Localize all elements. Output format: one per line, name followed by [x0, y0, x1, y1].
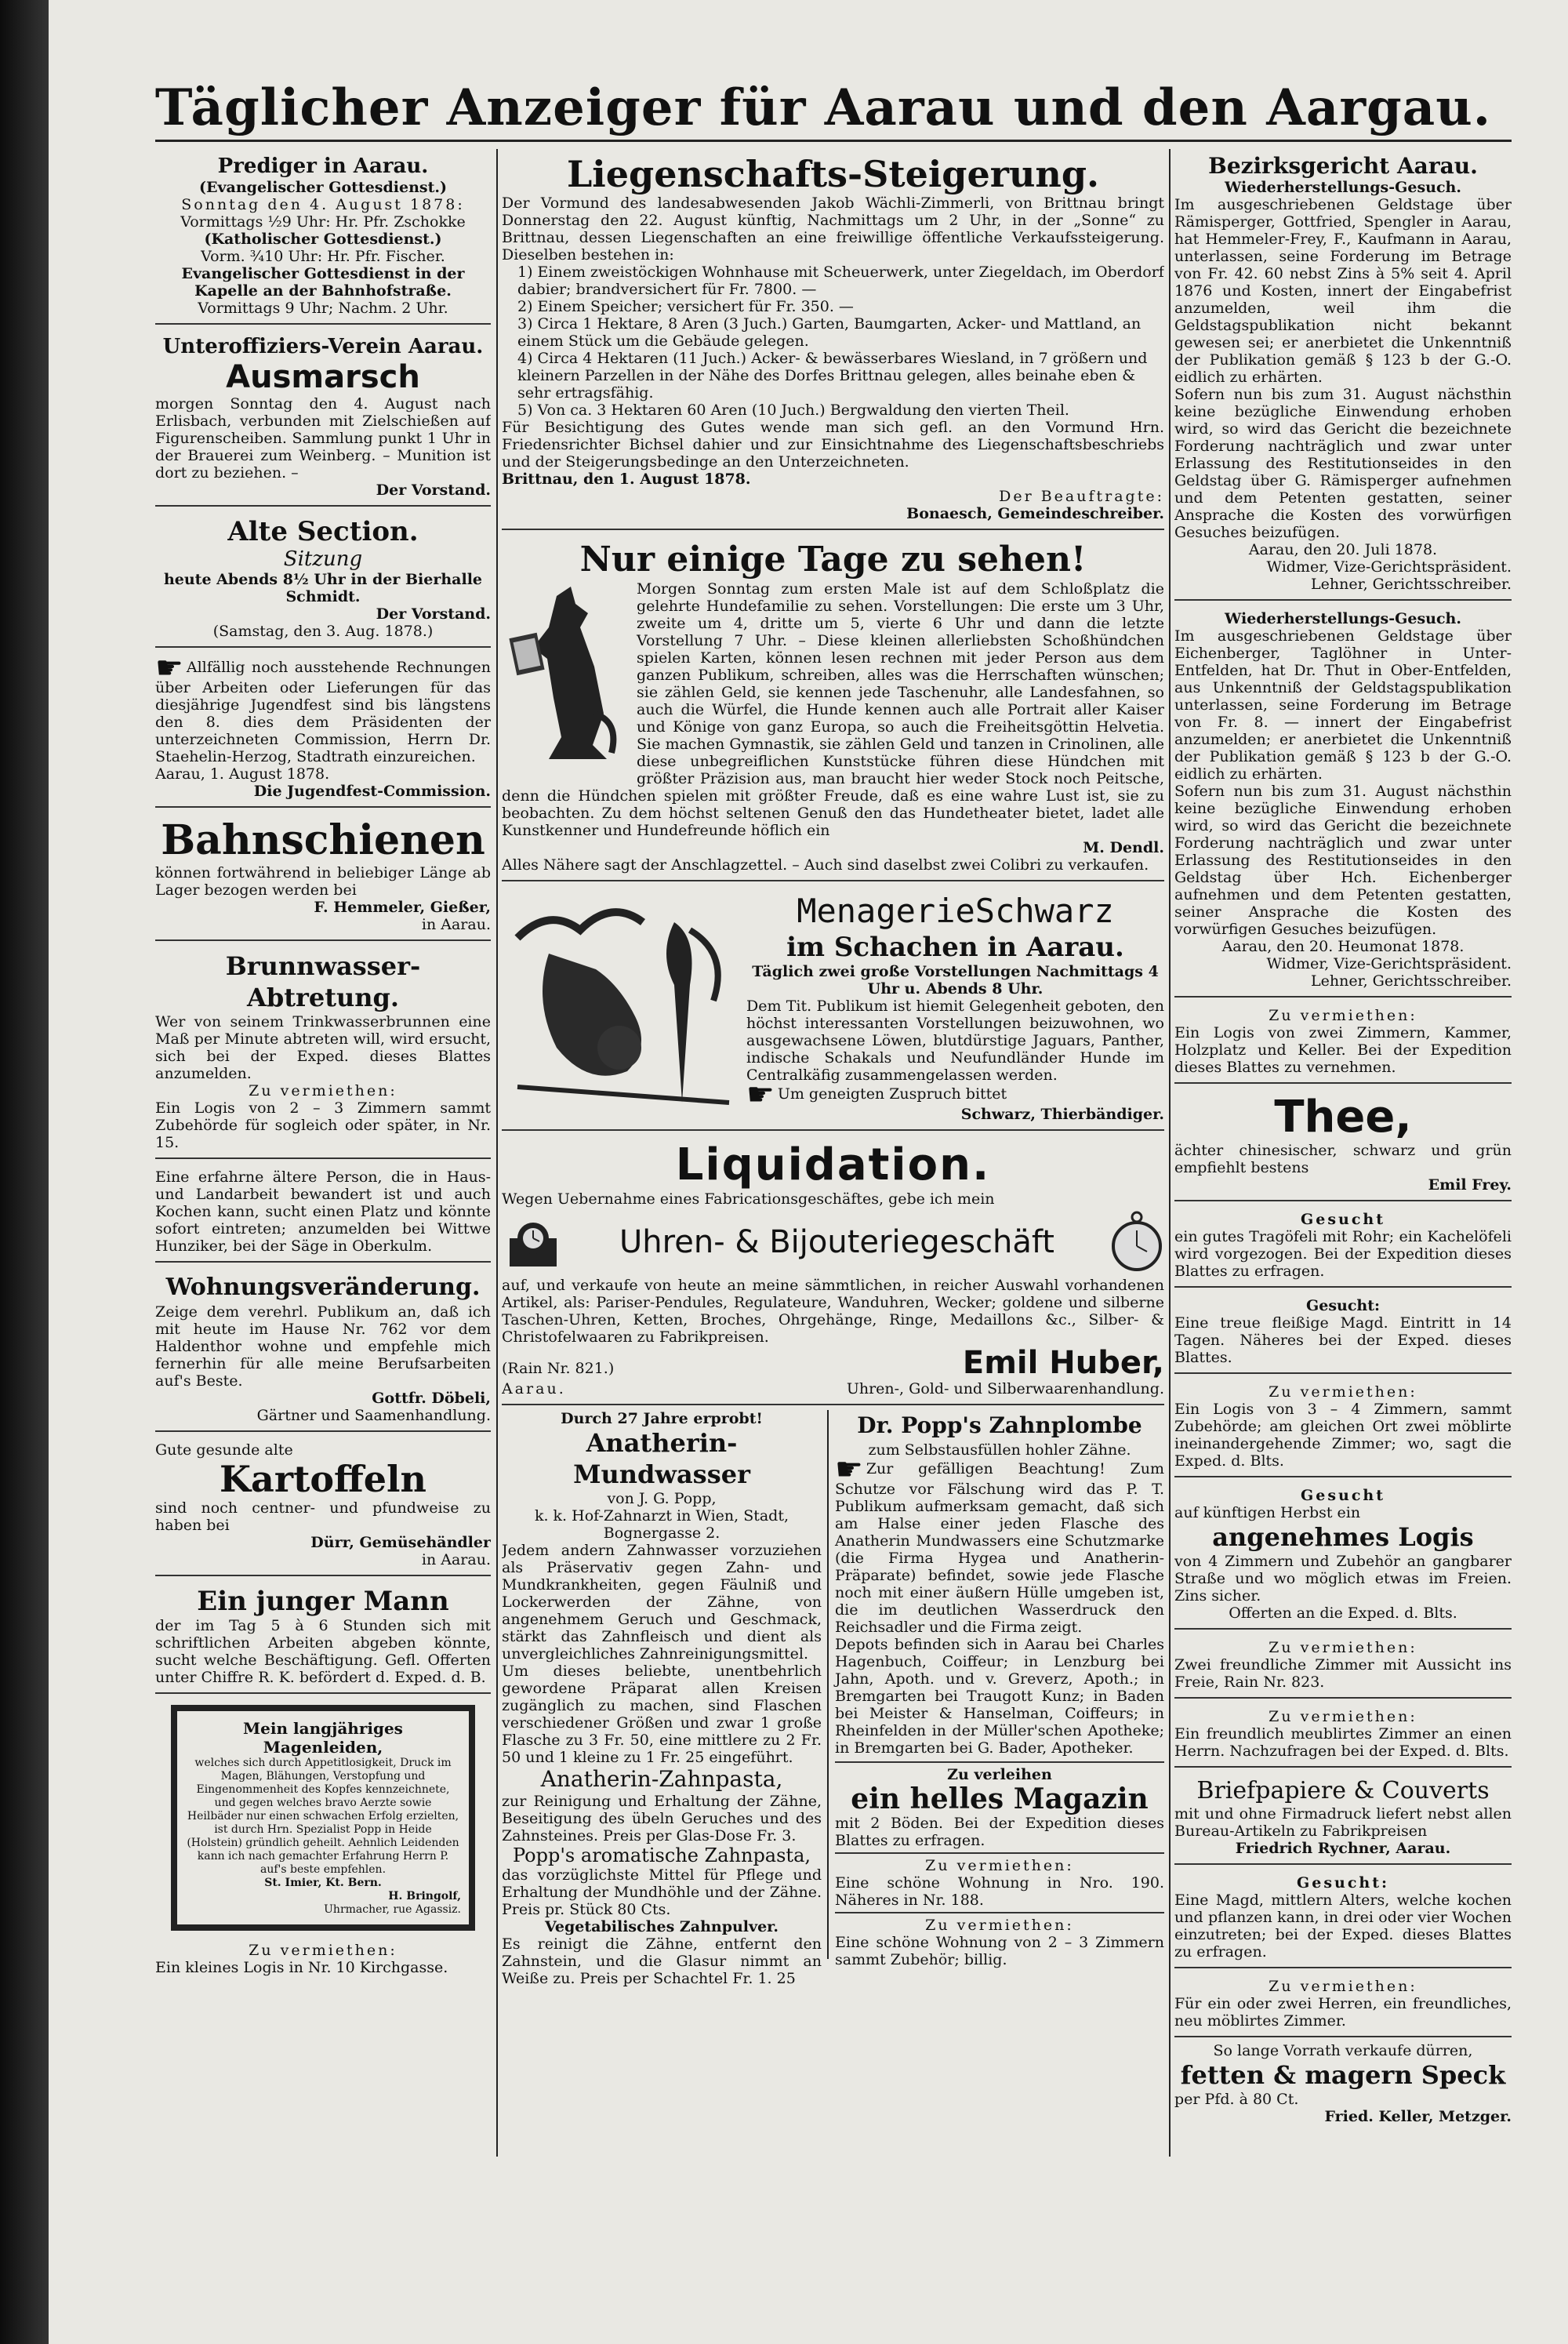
ad-signature: H. Bringolf, — [388, 1890, 461, 1902]
ad-signature: Bonaesch, Gemeindeschreiber. — [906, 505, 1164, 522]
column-rule — [1169, 149, 1171, 2157]
ad-signature: Emil Frey. — [1428, 1176, 1512, 1194]
ad-date: Aarau, 1. August 1878. — [155, 765, 330, 783]
ad-signature: Fried. Keller, Metzger. — [1324, 2108, 1512, 2125]
list-item: 5) Von ca. 3 Hektaren 60 Aren (10 Juch.) Bergwaldung den vierten Theil. — [517, 402, 1069, 419]
column-rule — [496, 149, 498, 2157]
ad-text: Eine schöne Wohnung von 2 – 3 Zimmern sammt Zubehör; billig. — [835, 1934, 1164, 1968]
ad-headline: Sitzung — [283, 547, 363, 571]
ad-signature: Widmer, Vize-Gerichtspräsident. — [1266, 955, 1512, 972]
ad-text: Im ausgeschriebenen Geldstage über Rämisperger, Gottfried, Spengler in Aarau, hat Hemmeler-Frey, F., Kaufmann in Aarau, unterlassen, seine Forderung im Betrage von Fr. 42. 60 nebst Zins à 5% seit 4. April 1876 und Kosten, innert der Eingabefrist anzumelden, weil ihm die Geldstagspublikation nicht bekannt gewesen sei; er anerbietet die Unkenntniß der Publikation gemäß § 123 b der G.-O. eidlich zu erhärten. — [1174, 196, 1512, 386]
ad-text: Der Vormund des landesabwesenden Jakob Wächli-Zimmerli, von Brittnau bringt Donnerstag den 22. August künftig, Nachmittags um 2 Uhr, in der „Sonne“ zu Brittnau, dessen Liegenschaften an eine freiwillige öffentliche Verkaufssteigerung. Dieselben bestehen in: — [502, 194, 1164, 263]
pointing-hand-icon: ☛ — [155, 650, 183, 686]
ad-title: Wohnungsveränderung. — [165, 1274, 481, 1301]
ad-vermiethen-823 — [1174, 1634, 1512, 1699]
pointing-hand-icon: ☛ — [746, 1077, 775, 1113]
ad-text: Ein kleines Logis in Nr. 10 Kirchgasse. — [155, 1959, 448, 1976]
ad-gesucht-kochen — [1174, 1870, 1512, 1968]
ad-title: Dr. Popp's Zahnplombe — [857, 1412, 1142, 1438]
ad-text: das vorzüglichste Mittel für Pflege und Erhaltung der Mundhöhle und der Zähne. Preis pr. Stück 80 Cts. — [502, 1866, 822, 1918]
ad-vermiethen-herren — [1174, 1973, 1512, 2037]
ad-title: Gesucht: — [1306, 1297, 1380, 1314]
ad-text: Eine schöne Wohnung in Nro. 190. Näheres in Nr. 188. — [835, 1874, 1164, 1909]
ad-headline: Uhren- & Bijouteriegeschäft — [619, 1224, 1054, 1260]
ad-vermiethen-billig — [835, 1912, 1164, 1968]
ad-headline: Anatherin-Zahnpasta, — [540, 1766, 783, 1792]
ad-title: Ein junger Mann — [197, 1586, 449, 1617]
ad-unteroffiziere — [155, 329, 491, 507]
ad-title: Zu vermiethen: — [1269, 1007, 1417, 1024]
ad-title: Zu vermiethen: — [925, 1917, 1074, 1934]
ad-title: Anatherin-Mundwasser — [573, 1428, 750, 1489]
ad-signature: Schwarz, Thierbändiger. — [960, 1106, 1164, 1123]
ad-vermiethen-kirchgasse — [155, 1942, 491, 1976]
ad-subtitle: im Schachen in Aarau. — [786, 932, 1124, 963]
ad-briefpapiere — [1174, 1772, 1512, 1865]
ad-anatherin — [502, 1410, 822, 1987]
ad-title: Zu vermiethen: — [1269, 1708, 1417, 1725]
ad-date: Aarau, den 20. Heumonat 1878. — [1221, 938, 1465, 955]
ad-date: (Samstag, den 3. Aug. 1878.) — [212, 623, 434, 640]
ad-vermiethen-meublirt — [1174, 1703, 1512, 1768]
ad-kartoffeln — [155, 1437, 491, 1576]
ad-text: Im ausgeschriebenen Geldstage über Eichenberger, Taglöhner in Unter-Entfelden, hat Dr. Thut in Ober-Entfelden, aus Unkenntniß der Geldstagspublikation unterlassen, seine Forderung im Betrage von Fr. 8. — innert der Eingabefrist anzumelden; er anerbietet die Unkenntniß der Publikation gemäß § 123 b der G.-O. eidlich zu erhärten. — [1174, 627, 1512, 783]
ad-text: Offerten an die Exped. d. Blts. — [1229, 1604, 1457, 1622]
ad-place: in Aarau. — [421, 1551, 491, 1568]
ad-title: Gesucht — [1301, 1487, 1385, 1504]
pocket-watch-icon — [1109, 1211, 1164, 1274]
ad-title: Alte Section. — [227, 516, 419, 547]
ad-list — [502, 263, 1164, 419]
ad-signature: F. Hemmeler, Gießer, — [314, 899, 491, 916]
ad-signature: Widmer, Vize-Gerichtspräsident. — [1266, 558, 1512, 576]
ad-text: Zeige dem verehrl. Publikum an, daß ich mit heute im Hause Nr. 762 vor dem Haldenthor wohne und empfehle mich fernerhin für alle meine Berufsarbeiten auf's Beste. — [155, 1303, 491, 1390]
ad-wohnung — [155, 1267, 491, 1432]
ad-text: Uhren-, Gold- und Silberwaarenhandlung. — [846, 1380, 1164, 1397]
ad-text: Ein freundlich meublirtes Zimmer an einen Herrn. Nachzufragen bei der Exped. d. Blts. — [1174, 1725, 1512, 1760]
ad-text: welches sich durch Appetitlosigkeit, Druck im Magen, Blähungen, Verstopfung und Eingenommenheit des Kopfes kennzeichnete, und gegen welches bravo Aerzte sowie Heilbäder nur einen schwachen Erfolg erzielten, ist durch Hrn. Spezialist Popp in Heide (Holstein) gründlich geheilt. Aehnlich Leidenden kann ich nach gemachter Erfahrung Herrn P. auf's beste empfehlen. — [187, 1757, 459, 1876]
ad-speck — [1174, 2042, 1512, 2125]
ad-bahnschienen — [155, 812, 491, 941]
dog-illustration-icon — [502, 580, 627, 769]
ad-title: Zu vermiethen: — [249, 1942, 397, 1959]
ad-text: Eine erfahrne ältere Person, die in Haus- und Landarbeit bewandert ist und auch Kochen kann, sucht einen Platz und könnte sofort eintreten; anzumelden bei Wittwe Hunziker, bei der Säge in Oberkulm. — [155, 1168, 491, 1255]
ad-text: Morgen Sonntag zum ersten Male ist auf dem Schloßplatz die gelehrte Hundefamilie zu sehen. Vorstellungen: Die erste um 3 Uhr, zweite um 4, dritte um 5, vierte 6 Uhr und dann die letzte Vorstellung 7 Uhr. – Diese kleinen allerliebsten Schoßhündchen spielen Karten, können lesen rechnen mit jeder Person aus dem ganzen Publikum, schreiben, alles was die Herrschaften wünschen; sie zählen Geld, sie kennen jede Taschenuhr, alle Landesfahnen, so auch die Würfel, die Hunde kennen auch alle Portrait aller Kaiser und Könige von ganz Europa, so auch die Freiheitsgöttin Helvetia. Sie machen Gymnastik, sie zählen Geld und tanzen in Crinolinen, alle diese unbegreiflichen Kunststücke führen diese Hündchen mit größter Präzision aus, man braucht hier weder Stock noch Peitsche, denn die Hündchen spielen mit größter Freude, daß es eine wahre Lust ist, sie zu beobachten. Zu dem höchst seltenen Genuß den das Hundetheater bietet, ladet alle Kunstkenner und Hundefreunde höflich ein — [502, 580, 1164, 839]
ad-text: Für Besichtigung des Gutes wende man sich gefl. an den Vormund Hrn. Friedensrichter Bichsel dahier und zur Einsichtnahme des Liegenschaftsbeschriebs und der Steigerungsbedinge an den Unterzeichneten. — [502, 419, 1164, 471]
ad-title: Prediger in Aarau. — [217, 154, 429, 178]
ad-title: Gesucht: — [1297, 1874, 1389, 1892]
ad-text: So lange Vorrath verkaufe dürren, — [1213, 2042, 1473, 2059]
ad-wiederherstellung — [1174, 605, 1512, 998]
ad-text: Zwei freundliche Zimmer mit Aussicht ins Freie, Rain Nr. 823. — [1174, 1656, 1512, 1691]
ad-title: Zu vermiethen: — [1269, 1383, 1417, 1401]
ad-signature: Emil Huber, — [962, 1345, 1164, 1381]
ad-address: (Rain Nr. 821.) — [502, 1360, 615, 1377]
ad-title: Brunnwasser-Abtretung. — [225, 951, 421, 1012]
ad-subtitle: (Katholischer Gottesdienst.) — [204, 231, 442, 248]
ad-headline: angenehmes Logis — [1212, 1522, 1474, 1552]
ad-text: Ein Logis von 2 – 3 Zimmern sammt Zubehörde für sogleich oder später, in Nr. 15. — [155, 1099, 491, 1151]
list-item: 1) Einem zweistöckigen Wohnhause mit Scheuerwerk, unter Ziegeldach, im Oberdorf dabier; brandversichert für Fr. 7800. — — [517, 263, 1164, 298]
ad-text: Gute gesunde alte — [155, 1441, 293, 1459]
ad-text: Sofern nun bis zum 31. August nächsthin keine bezügliche Einwendung erhoben wird, so wird das Gericht die bezeichnete Forderung nachträglich und zwar unter Erlassung des Restitutionseides in den Geldstag über G. Rämisperger aufnehmen und dem Petenten gestatten, seiner Ansprache die Kosten des vorwürfigen Gesuches beizufügen. — [1174, 386, 1512, 541]
ad-title: Bezirksgericht Aarau. — [1208, 153, 1478, 179]
ad-line: Vorm. ¾10 Uhr: Hr. Pfr. Fischer. — [201, 248, 445, 265]
ad-vermiethen-kammer — [1174, 1002, 1512, 1084]
ad-signature: Gärtner und Saamenhandlung. — [256, 1407, 491, 1424]
column-right — [1174, 149, 1512, 2157]
ad-text: Um geneigten Zuspruch bittet — [777, 1085, 1007, 1103]
ad-thee — [1174, 1088, 1512, 1201]
ad-text: Eine Magd, mittlern Alters, welche kochen und pflanzen kann, in drei oder vier Wochen einzutreten; bei der Exped. dieses Blattes zu erfragen. — [1174, 1892, 1512, 1961]
ad-headline: Vegetabilisches Zahnpulver. — [544, 1918, 779, 1935]
ad-jugendfest — [155, 652, 491, 808]
ad-text: mit und ohne Firmadruck liefert nebst allen Bureau-Artikeln zu Fabrikpreisen — [1174, 1805, 1512, 1840]
ad-address: k. k. Hof-Zahnarzt in Wien, Stadt, Bognergasse 2. — [534, 1507, 789, 1542]
ad-text: Um dieses beliebte, unentbehrlich gewordene Präparat allen Kreisen zugänglich zu machen, sind Flaschen verschiedener Größen und zwar 1 große Flasche zu 3 Fr. 50, eine mittlere zu 2 Fr. 50 und 1 kleine zu 1 Fr. 25 eingeführt. — [502, 1663, 822, 1766]
ad-magazin — [835, 1761, 1164, 1849]
ad-text: morgen Sonntag den 4. August nach Erlisbach, verbunden mit Zielschießen auf Figurenscheiben. Sammlung punkt 1 Uhr in der Brauerei zum Weinberg. – Munition ist dort zu beziehen. – — [155, 395, 491, 482]
ad-line: Vormittags 9 Uhr; Nachm. 2 Uhr. — [198, 300, 448, 317]
ad-headline: Ausmarsch — [226, 359, 420, 395]
ad-signature: Friedrich Rychner, Aarau. — [1235, 1840, 1451, 1857]
list-item: 2) Einem Speicher; versichert für Fr. 350. — — [517, 298, 854, 315]
ad-text: Es reinigt die Zähne, entfernt den Zahnstein, und die Glasur nimmt an Weiße zu. Preis per Schachtel Fr. 1. 25 — [502, 1935, 822, 1987]
ad-title: fetten & magern Speck — [1180, 2060, 1506, 2090]
ad-text: Dem Tit. Publikum ist hiemit Gelegenheit geboten, den höchst interessanten Vorstellungen beizuwohnen, wo ausgewachsene Löwen, blutdürstige Jaguars, Panther, indische Schakals und Neufundländer Hunde im Centralkäfig zusammengelassen werden. — [746, 998, 1164, 1084]
ad-place: St. Imier, Kt. Bern. — [264, 1877, 382, 1889]
ad-text: Alles Nähere sagt der Anschlagzettel. – Auch sind daselbst zwei Colibri zu verkaufen. — [502, 856, 1149, 874]
ad-subtitle: Wiederherstellungs-Gesuch. — [1225, 610, 1461, 627]
ad-hundefamilie — [502, 535, 1164, 881]
ad-text: Jedem andern Zahnwasser vorzuziehen als Präservativ gegen Zahn- und Mundkrankheiten, gegen Fäulniß und Lockerwerden der Zähne, von angenehmem Geruch und Geschmack, stärkt das Zahnfleisch und dient als unvergleichliches Zahnreinigungsmittel. — [502, 1542, 822, 1663]
ad-headline: Popp's aromatische Zahnpasta, — [512, 1844, 811, 1866]
ad-title: Zu vermiethen: — [249, 1082, 397, 1099]
ad-signature: Gottfr. Döbeli, — [372, 1390, 491, 1407]
ad-line: Sonntag den 4. August 1878: — [181, 196, 465, 213]
ad-text: Eine treue fleißige Magd. Eintritt in 14 Tagen. Näheres bei der Exped. dieses Blattes. — [1174, 1314, 1512, 1366]
ad-signature: M. Dendl. — [1083, 839, 1164, 856]
ad-signature: Dürr, Gemüsehändler — [310, 1534, 491, 1551]
ad-text: von 4 Zimmern und Zubehör an gangbarer Straße und wo möglich etwas im Freien. Zins sicher. — [1174, 1553, 1512, 1604]
ad-text: heute Abends 8½ Uhr in der Bierhalle Schmidt. — [163, 571, 483, 605]
ad-line: Vormittags ½9 Uhr: Hr. Pfr. Zschokke — [180, 213, 466, 231]
ad-text: Wegen Uebernahme eines Fabricationsgeschäftes, gebe ich mein — [502, 1190, 995, 1208]
ad-junger-mann — [155, 1581, 491, 1694]
ad-vermiethen-logis — [1174, 1379, 1512, 1477]
ad-brunnwasser — [155, 946, 491, 1159]
ad-title: ein helles Magazin — [851, 1783, 1149, 1815]
ad-line: Täglich zwei große Vorstellungen Nachmittags 4 Uhr u. Abends 8 Uhr. — [752, 963, 1159, 998]
ad-signature: Der Vorstand. — [376, 482, 491, 499]
ad-text: sind noch centner- und pfundweise zu haben bei — [155, 1499, 491, 1534]
pointing-hand-icon: ☛ — [835, 1452, 863, 1488]
ad-text: ein gutes Tragöfeli mit Rohr; ein Kachelöfeli wird vorgezogen. Bei der Expedition dieses Blattes zu erfragen. — [1174, 1228, 1512, 1280]
ad-title: Liegenschafts-Steigerung. — [566, 153, 1100, 195]
ad-text: Sofern nun bis zum 31. August nächsthin keine bezügliche Einwendung erhoben wird, so wird das Gericht die bezeichnete Forderung nachträglich und zwar unter Erlassung des Restitutionseides in den Geldstag über Hch. Eichenberger aufnehmen und dem Petenten gestatten, seiner Ansprache die Kosten des vorwürfigen Gesuches beizufügen. — [1174, 783, 1512, 938]
ad-title: Thee, — [1274, 1092, 1412, 1143]
ad-date: Aarau, den 20. Juli 1878. — [1248, 541, 1438, 558]
ad-text: der im Tag 5 à 6 Stunden sich mit schriftlichen Arbeiten abgeben könnte, sucht welche Beschäftigung. Gefl. Offerten unter Chiffre R. K. befördert d. Exped. d. B. — [155, 1617, 491, 1686]
ad-date: Brittnau, den 1. August 1878. — [502, 471, 751, 488]
ad-text: können fortwährend in beliebiger Länge ab Lager bezogen werden bei — [155, 864, 491, 899]
ad-subtitle: Wiederherstellungs-Gesuch. — [1225, 179, 1461, 196]
ad-text: per Pfd. à 80 Ct. — [1174, 2091, 1299, 2108]
lower-middle-section — [502, 1410, 1164, 1987]
ad-text: mit 2 Böden. Bei der Expedition dieses Blattes zu erfragen. — [835, 1815, 1164, 1849]
ad-gesucht-logis — [1174, 1482, 1512, 1630]
menagerie-illustration-icon — [502, 891, 737, 1118]
ad-prediger — [155, 149, 491, 325]
ad-title: Gesucht — [1301, 1211, 1385, 1228]
ad-text: von J. G. Popp, — [607, 1490, 717, 1507]
ad-title: Zu vermiethen: — [1269, 1639, 1417, 1656]
ad-text: Für ein oder zwei Herren, ein freundliches, neu möblirtes Zimmer. — [1174, 1995, 1512, 2030]
ad-bezirksgericht — [1174, 149, 1512, 601]
ad-title: Mein langjähriges Magenleiden, — [243, 1719, 403, 1757]
column-left — [155, 149, 491, 2157]
ad-title: Zu vermiethen: — [925, 1857, 1074, 1874]
ad-title: Zu vermiethen: — [1269, 1978, 1417, 1995]
ad-text: ächter chinesischer, schwarz und grün empfiehlt bestens — [1174, 1142, 1512, 1176]
ad-subtitle: zum Selbstausfüllen hohler Zähne. — [868, 1441, 1131, 1459]
ad-signature: Der Beauftragte: — [999, 488, 1164, 505]
ad-zahnplombe — [835, 1410, 1164, 1968]
ad-line: Evangelischer Gottesdienst in der Kapelle an der Bahnhofstraße. — [181, 265, 465, 300]
ad-text: Ein Logis von zwei Zimmern, Kammer, Holzplatz und Keller. Bei der Expedition dieses Blattes zu vernehmen. — [1174, 1024, 1512, 1076]
masthead: Täglicher Anzeiger für Aarau und den Aargau. — [154, 78, 1492, 137]
ad-title: MenagerieSchwarz — [797, 892, 1114, 930]
ad-title: Nur einige Tage zu sehen! — [579, 540, 1087, 580]
ad-place: Aarau. — [502, 1380, 566, 1397]
ad-subtitle: (Evangelischer Gottesdienst.) — [199, 179, 447, 196]
ad-gesucht-magd — [1174, 1292, 1512, 1374]
ad-signature: Lehner, Gerichtsschreiber. — [1311, 972, 1512, 990]
ad-text: auf künftigen Herbst ein — [1174, 1504, 1361, 1521]
ad-vermiethen-190 — [835, 1852, 1164, 1909]
ad-menagerie — [502, 886, 1164, 1131]
scan-border — [0, 0, 55, 2344]
ad-text: Allfällig noch ausstehende Rechnungen über Arbeiten oder Lieferungen für das diesjährige Jugendfest sind bis längstens den 8. dies dem Präsidenten der unterzeichneten Commission, Herrn Dr. Staehelin-Herzog, Stadtrath einzureichen. — [155, 659, 491, 765]
ad-text: auf, und verkaufe von heute an meine sämmtlichen, in reicher Auswahl vorhandenen Artikel, als: Pariser-Pendules, Regulateure, Wanduhren, Wecker; goldene und silberne Taschen-Uhren, Ketten, Broches, Ohrgehänge, Ringe, Medaillons &c., Silber- & Christofelwaaren zu Fabrikpreisen. — [502, 1277, 1164, 1346]
ad-text: Wer von seinem Trinkwasserbrunnen eine Maß per Minute abtreten will, wird ersucht, sich bei der Exped. dieses Blattes anzumelden. — [155, 1013, 491, 1082]
ad-text: zur Reinigung und Erhaltung der Zähne, Beseitigung des übeln Geruches und des Zahnsteines. Preis per Glas-Dose Fr. 3. — [502, 1793, 822, 1844]
ad-magenleiden — [171, 1705, 475, 1931]
ad-liegenschafts-steigerung — [502, 149, 1164, 530]
ad-signature: Der Vorstand. — [376, 605, 491, 623]
ad-gesucht-tragoefeli — [1174, 1206, 1512, 1288]
masthead-rule — [155, 140, 1512, 142]
ad-title: Kartoffeln — [220, 1458, 426, 1500]
pendule-clock-icon — [502, 1215, 564, 1270]
ad-liquidation — [502, 1136, 1164, 1405]
ad-title: Bahnschienen — [161, 816, 485, 864]
ad-title: Briefpapiere & Couverts — [1196, 1777, 1490, 1804]
ad-title: Unteroffiziers-Verein Aarau. — [162, 335, 484, 358]
ad-text: Zu verleihen — [947, 1766, 1052, 1783]
ad-title: Liquidation. — [675, 1139, 991, 1190]
ad-alte-section — [155, 511, 491, 648]
ad-text: Depots befinden sich in Aarau bei Charles Hagenbuch, Coiffeur; in Lenzburg bei Jahn, Apoth. und v. Greverz, Apoth.; in Bremgarten bei Traugott Kunz; in Baden bei Meister & Hanselman, Coiffeurs; in Rheinfelden in der Müller'schen Apotheke; in Bremgarten bei G. Bader, Apotheker. — [835, 1636, 1164, 1757]
ad-signature: Lehner, Gerichtsschreiber. — [1311, 576, 1512, 593]
column-rule — [827, 1410, 829, 1959]
list-item: 4) Circa 4 Hektaren (11 Juch.) Acker- & bewässerbares Wiesland, in 7 größern und kleinern Parzellen in der Nähe des Dorfes Brittnau gelegen, alles beinahe eben & sehr ertragsfähig. — [517, 350, 1148, 402]
list-item: 3) Circa 1 Hektare, 8 Aren (3 Juch.) Garten, Baumgarten, Acker- und Mattland, an einem Stück um die Gebäude gelegen. — [517, 315, 1142, 350]
ad-text: Durch 27 Jahre erprobt! — [561, 1410, 763, 1427]
ad-signature: Uhrmacher, rue Agassiz. — [324, 1903, 461, 1916]
ad-text: Ein Logis von 3 – 4 Zimmern, sammt Zubehörde; am gleichen Ort zwei möblirte ineinandergehende Zimmer; wo, sagt die Exped. d. Blts. — [1174, 1401, 1512, 1470]
column-middle — [502, 149, 1164, 2157]
ad-place: in Aarau. — [421, 916, 491, 933]
ad-signature: Die Jugendfest-Commission. — [253, 783, 491, 800]
ad-text: Zur gefälligen Beachtung! Zum Schutze vor Fälschung wird das P. T. Publikum aufmerksam gemacht, daß sich am Halse einer jeden Flasche des Anatherin Mundwassers eine Schutzmarke (die Firma Hygea und Anatherin-Präparate) befindet, sowie jede Flasche noch mit einer äußern Hülle umgeben ist, die im deutlichen Wasserdruck den Reichsadler und die Firma zeigt. — [835, 1460, 1164, 1636]
ad-person — [155, 1164, 491, 1263]
